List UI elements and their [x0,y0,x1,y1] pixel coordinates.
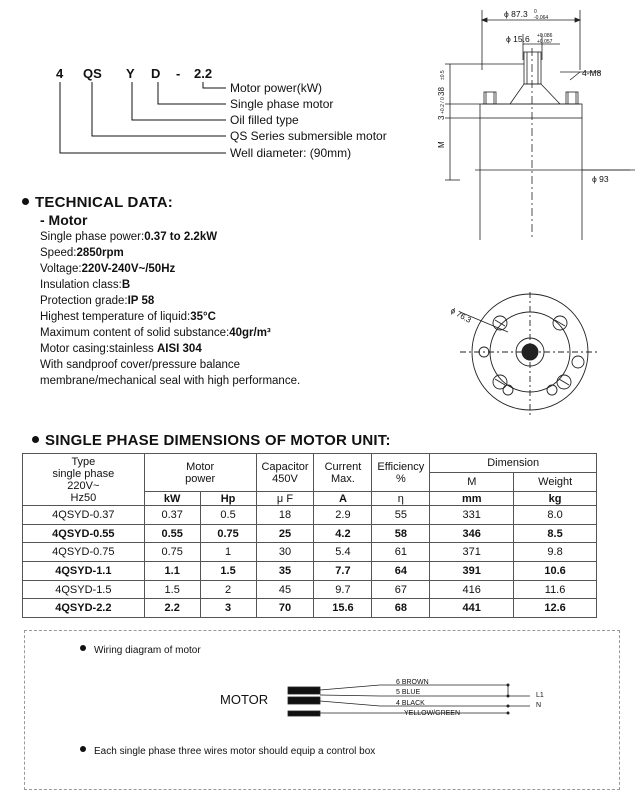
header-dimension: Dimension M Weight [430,454,597,492]
dim-shaft: ϕ 15.6 [506,34,530,44]
table-row: 4QSYD-1.5 1.5 2 45 9.7 67 416 11.6 [23,580,597,599]
spec-line: Voltage:220V-240V~/50Hz [40,263,176,275]
header-kw: kW [144,492,200,506]
spec-line: Motor casing:stainless AISI 304 [40,343,202,355]
spec-line: membrane/mechanical seal with high performance. [40,375,301,387]
code-part-oil: Y [126,66,135,81]
code-desc-diameter: Well diameter: (90mm) [230,146,352,160]
bullet-icon [80,746,86,752]
dim-3: 3 [437,115,446,120]
code-part-phase: D [151,66,161,81]
spec-line: Insulation class:B [40,279,131,291]
dim-shaft-tol-top: +0.086 [537,33,553,39]
motor-label: MOTOR [220,692,269,707]
header-current: Current Max. [314,454,372,492]
terminal-l1: L1 [536,692,544,699]
table-row: 4QSYD-0.75 0.75 1 30 5.4 61 371 9.8 [23,543,597,562]
spec-line: With sandproof cover/pressure balance [40,359,241,371]
dim-outer-tol-bottom: -0.064 [534,15,549,21]
header-weight-unit: kg [514,492,597,506]
dim-outer: ϕ 87.3 [504,9,528,19]
header-capacitor: Capacitor 450V [256,454,314,492]
wire-label: 6 BROWN [396,679,429,686]
header-cur-unit: A [314,492,372,506]
table-title: SINGLE PHASE DIMENSIONS OF MOTOR UNIT: [32,432,391,449]
code-part-series: QS [83,66,102,81]
spec-line: Maximum content of solid substance:40gr/m³ [40,327,271,339]
wiring-note: Each single phase three wires motor should equip a control box [80,746,375,757]
code-desc-power: Motor power(kW) [230,81,323,95]
dim-38-tol: ±0.5 [440,70,446,80]
table-row: 4QSYD-2.2 2.2 3 70 15.6 68 441 12.6 [23,599,597,618]
table-row: 4QSYD-0.37 0.37 0.5 18 2.9 55 331 8.0 [23,506,597,525]
header-efficiency: Efficiency % [372,454,430,492]
dim-38: 38 [437,87,446,96]
technical-subtitle: - Motor [40,212,88,228]
spec-line: Highest temperature of liquid:35°C [40,311,216,323]
dim-body: ϕ 93 [592,174,609,184]
code-desc-phase: Single phase motor [230,97,334,111]
dim-m: M [437,141,446,148]
code-part-diameter: 4 [56,66,64,81]
bullet-icon [32,436,39,443]
code-desc-oil: Oil filled type [230,113,299,127]
motor-side-drawing [420,0,640,250]
code-part-power: 2.2 [194,66,213,81]
dim-3-tol: +0.2 / 0 [440,97,446,114]
motor-end-drawing [440,290,620,420]
wire-label: YELLOW/GREEN [404,710,461,717]
header-hp: Hp [200,492,256,506]
wiring-title: Wiring diagram of motor [80,645,201,656]
technical-title: TECHNICAL DATA: [22,194,173,211]
header-type: Type single phase 220V~ Hz50 [23,454,145,506]
code-desc-series: QS Series submersible motor [230,129,387,143]
table-row: 4QSYD-1.1 1.1 1.5 35 7.7 64 391 10.6 [23,562,597,581]
header-cap-unit: μ F [256,492,314,506]
dim-outer-tol-top: 0 [534,9,537,15]
dim-pcd: ϕ 76.3 [449,305,473,325]
wire-label: 5 BLUE [396,689,421,696]
spec-line: Single phase power:0.37 to 2.2kW [40,231,218,243]
wire-label: 4 BLACK [396,700,425,707]
header-eff-unit: η [372,492,430,506]
dim-shaft-tol-bottom: +0.057 [537,39,553,45]
bullet-icon [22,198,29,205]
header-power: Motor power [144,454,256,492]
header-m-unit: mm [430,492,514,506]
spec-line: Protection grade:IP 58 [40,295,155,307]
header-m: M [430,472,514,493]
dimensions-table [22,453,597,618]
terminal-n: N [536,702,542,709]
bullet-icon [80,645,86,651]
spec-line: Speed:2850rpm [40,247,124,259]
dim-bolt: 4-M8 [582,68,602,78]
table-row: 4QSYD-0.55 0.55 0.75 25 4.2 58 346 8.5 [23,524,597,543]
header-weight: Weight [514,472,596,493]
code-part-dash: - [176,66,181,81]
